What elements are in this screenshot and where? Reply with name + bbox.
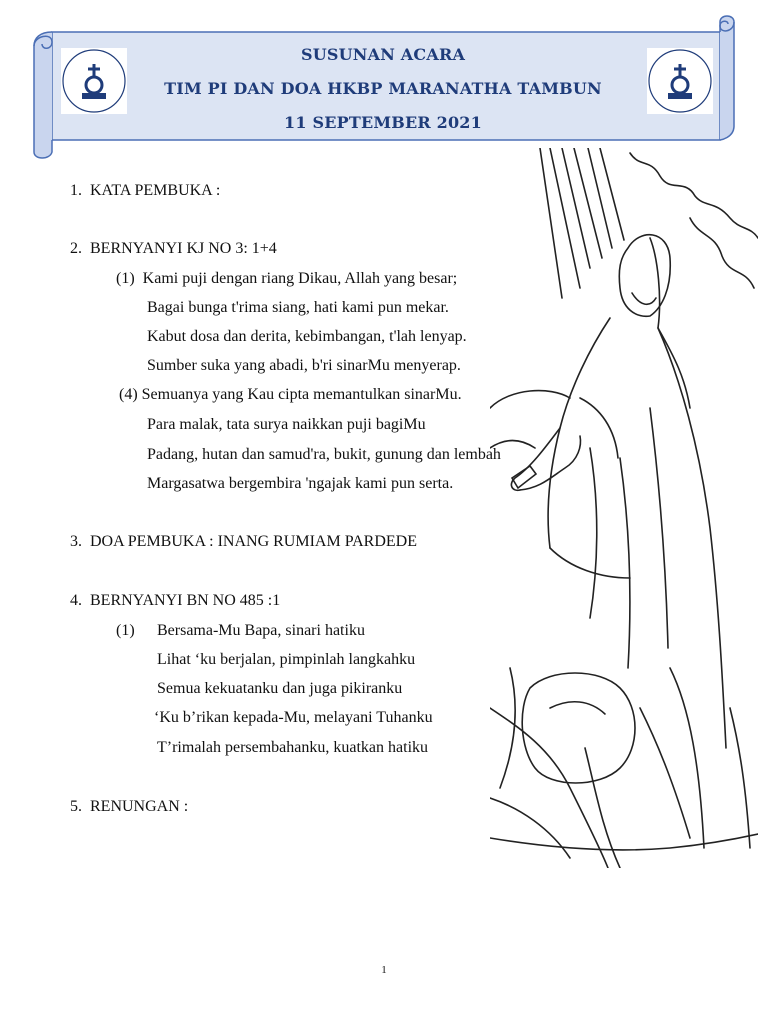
verse-marker: (1) bbox=[116, 270, 135, 287]
section-label: DOA PEMBUKA : INANG RUMIAM PARDEDE bbox=[90, 533, 417, 550]
section-number: 1. bbox=[70, 182, 82, 199]
lyric-line: Semuanya yang Kau cipta memantulkan sinarMu. bbox=[141, 386, 462, 403]
hymn-kj-verse4-line bbox=[119, 385, 462, 405]
section-number: 3. bbox=[70, 533, 82, 550]
lyric-line: Lihat ‘ku berjalan, pimpinlah langkahku bbox=[157, 651, 416, 668]
lyric-line: Padang, hutan dan samud'ra, bukit, gunung dan lembah bbox=[147, 446, 501, 463]
lyric-line: Margasatwa bergembira 'ngajak kami pun serta. bbox=[147, 475, 454, 492]
banner-date: 11 SEPTEMBER 2021 bbox=[284, 113, 482, 132]
section-number: 5. bbox=[70, 798, 82, 815]
banner-title: SUSUNAN ACARA bbox=[300, 45, 466, 64]
lyric-line: T’rimalah persembahanku, kuatkan hatiku bbox=[157, 739, 429, 756]
section-label: KATA PEMBUKA : bbox=[90, 182, 221, 199]
header-banner bbox=[30, 14, 736, 160]
section-label: BERNYANYI BN NO 485 :1 bbox=[90, 592, 281, 609]
section-2 bbox=[70, 239, 277, 259]
hymn-kj-verse1-line bbox=[116, 269, 457, 289]
lyric-line: Para malak, tata surya naikkan puji bagiMu bbox=[147, 416, 426, 433]
lyric-line: Kabut dosa dan derita, kebimbangan, t'lah lenyap. bbox=[147, 328, 467, 345]
page-number: 1 bbox=[381, 964, 387, 976]
section-number: 2. bbox=[70, 240, 82, 257]
section-4 bbox=[70, 591, 280, 611]
section-number: 4. bbox=[70, 592, 82, 609]
section-3 bbox=[70, 532, 417, 552]
lyric-line: ‘Ku b’rikan kepada-Mu, melayani Tuhanku bbox=[154, 709, 433, 726]
section-1 bbox=[70, 181, 220, 201]
section-5 bbox=[70, 797, 188, 817]
banner-titles bbox=[30, 38, 736, 140]
lyric-line: Kami puji dengan riang Dikau, Allah yang besar; bbox=[142, 270, 458, 287]
praying-jesus-illustration-icon bbox=[490, 148, 758, 868]
lyric-line: Bagai bunga t'rima siang, hati kami pun mekar. bbox=[147, 299, 449, 316]
section-label: RENUNGAN : bbox=[90, 798, 189, 815]
verse-marker: (1) bbox=[116, 622, 135, 639]
lyric-line: Semua kekuatanku dan juga pikiranku bbox=[157, 680, 403, 697]
lyric-line: Sumber suka yang abadi, b'ri sinarMu menyerap. bbox=[147, 357, 461, 374]
verse-marker: (4) bbox=[119, 386, 138, 403]
lyric-line: Bersama-Mu Bapa, sinari hatiku bbox=[157, 622, 365, 639]
section-label: BERNYANYI KJ NO 3: 1+4 bbox=[90, 240, 277, 257]
banner-subtitle: TIM PI DAN DOA HKBP MARANATHA TAMBUN bbox=[164, 79, 602, 98]
